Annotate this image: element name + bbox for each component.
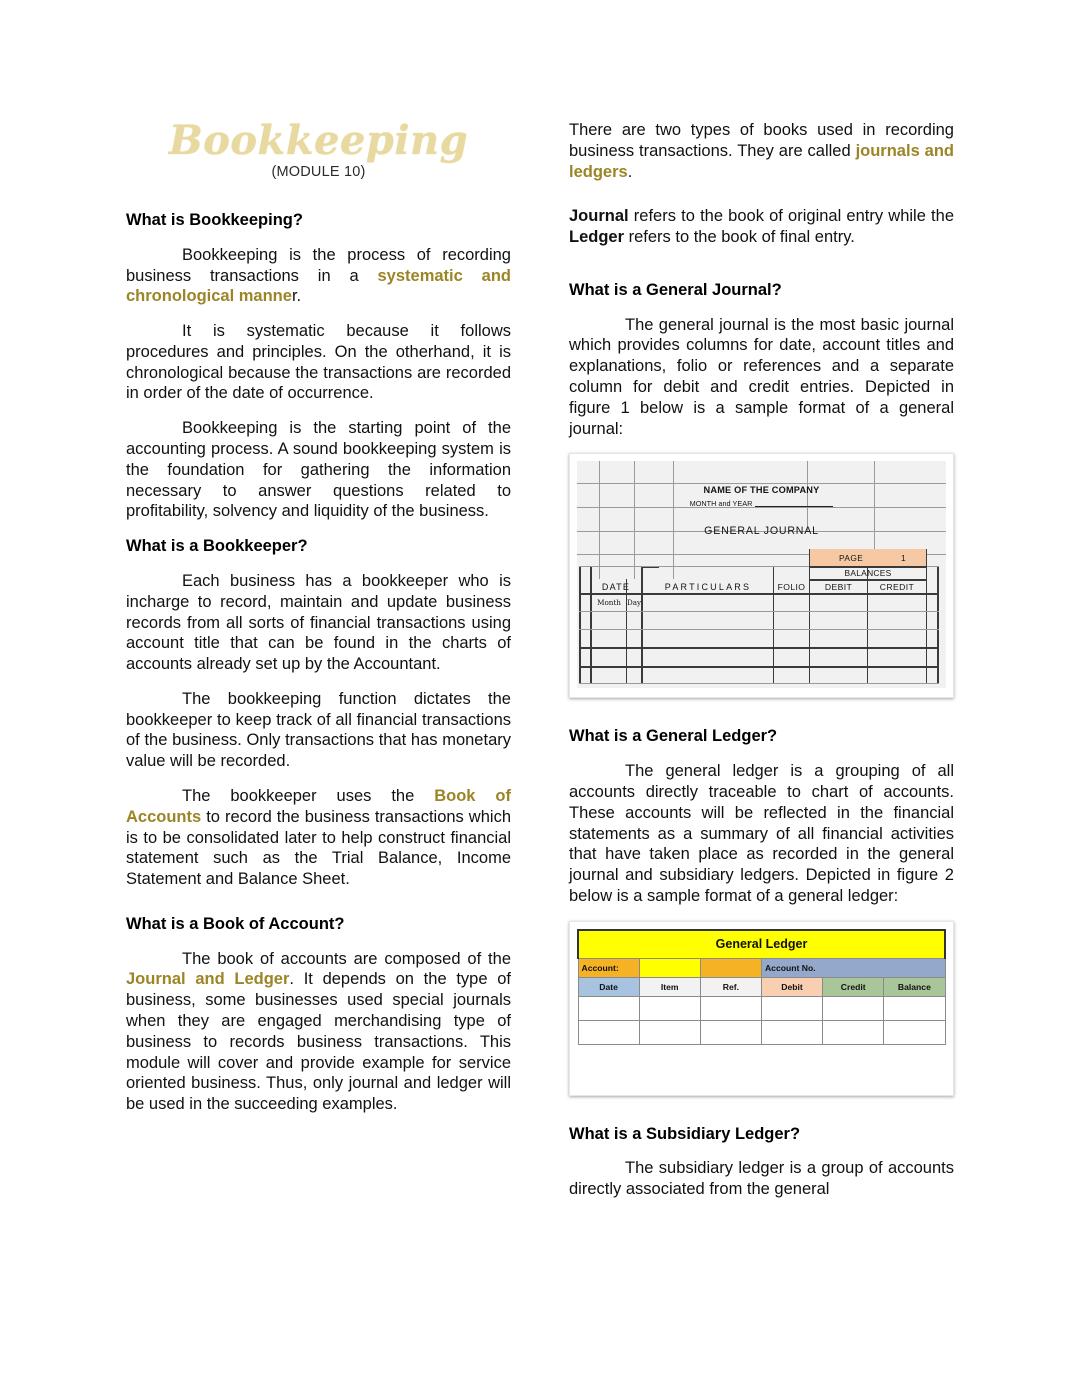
right-column xyxy=(569,120,954,1214)
paragraph-systematic-explanation: It is systematic because it follows procedures and principles. On the otherhand, it is chronological because the transactions are recorded in order of the date of occurrence. xyxy=(126,322,511,403)
column-header-credit: Credit xyxy=(823,977,884,996)
spacer xyxy=(126,904,511,914)
page-number: 1 xyxy=(901,553,906,564)
cell-balance xyxy=(884,996,945,1020)
cell-item xyxy=(639,1020,700,1044)
ledger-account-row xyxy=(578,958,945,977)
cell-credit xyxy=(823,996,884,1020)
account-value-cell xyxy=(639,958,700,977)
figure-general-ledger xyxy=(569,921,954,1096)
ledger-title-row xyxy=(578,930,945,959)
page-label: PAGE xyxy=(839,553,864,564)
highlight-book-of-accounts: Book of Accounts xyxy=(126,786,511,826)
cell-debit xyxy=(761,1020,822,1044)
module-subtitle: (MODULE 10) xyxy=(271,164,366,180)
cell-balance xyxy=(884,1020,945,1044)
spacer xyxy=(569,262,954,280)
cell-debit xyxy=(761,996,822,1020)
term-ledger: Ledger xyxy=(569,228,625,247)
page-banner xyxy=(809,549,926,566)
heading-what-is-a-subsidiary-ledger: What is a Subsidiary Ledger? xyxy=(569,1124,801,1143)
column-header-date: Date xyxy=(578,977,639,996)
text-segment: r. xyxy=(291,287,302,306)
ledger-header-row xyxy=(578,977,945,996)
column-header-credit: CREDIT xyxy=(879,582,915,593)
paragraph-general-journal-description: The general journal is the most basic journal which provides columns for date, account titles and explanations, folio or references and a separate column for debit and credit entries. Depicted in figure 1 below is a sample format of a general journal: xyxy=(569,315,954,438)
cell-ref xyxy=(700,996,761,1020)
text-segment: The bookkeeper uses the xyxy=(182,786,435,805)
heading-what-is-bookkeeping: What is Bookkeeping? xyxy=(126,211,303,229)
table-row xyxy=(578,1020,945,1044)
general-ledger-table xyxy=(577,929,946,1045)
subheader-day: Day xyxy=(627,598,642,608)
column-header-balance: Balance xyxy=(884,977,945,996)
column-header-debit: Debit xyxy=(761,977,822,996)
column-header-ref: Ref. xyxy=(700,977,761,996)
month-year-blank-rule xyxy=(755,506,833,507)
spacer xyxy=(569,1114,954,1124)
cell-date xyxy=(578,1020,639,1044)
general-journal-title: GENERAL JOURNAL xyxy=(704,525,819,538)
heading-what-is-a-general-journal: What is a General Journal? xyxy=(569,280,782,299)
account-ref-filler-cell xyxy=(700,958,761,977)
cell-item xyxy=(639,996,700,1020)
cell-ref xyxy=(700,1020,761,1044)
text-segment: There are two types of books used in recording business transactions. They are called xyxy=(569,121,954,160)
column-header-particulars: PARTICULARS xyxy=(664,582,752,593)
two-column-layout xyxy=(126,117,954,1214)
paragraph-bookkeeping-definition xyxy=(126,245,511,307)
company-name-label: NAME OF THE COMPANY xyxy=(703,485,820,496)
heading-what-is-a-bookkeeper: What is a Bookkeeper? xyxy=(126,537,308,556)
ledger-title: General Ledger xyxy=(578,930,945,959)
text-segment: refers to the book of original entry while the xyxy=(628,207,954,226)
paragraph-starting-point: Bookkeeping is the starting point of the accounting process. A sound bookkeeping system is the foundation for gathering the information necessary to answer questions related to profitability, solvency and liquidity of the business. xyxy=(126,419,511,521)
paragraph-bookkeeper-role: Each business has a bookkeeper who is incharge to record, maintain and update business records from all sorts of financial transactions using account title that can be found in the charts of accounts already set up by the Accountant. xyxy=(126,571,511,674)
general-journal-table xyxy=(577,461,946,688)
text-segment: . It depends on the type of business, some businesses used special journals when they are engaged merchandising type of business to records business transactions. This module will cover and provide example for service oriented business. Thus, only journal and ledger will be used in the succeeding examples. xyxy=(126,970,512,1114)
page-title: Bookkeeping xyxy=(168,117,469,164)
column-header-date: DATE xyxy=(601,582,631,593)
text-segment: . xyxy=(627,162,633,181)
month-year-label: MONTH and YEAR xyxy=(689,499,753,509)
column-header-item: Item xyxy=(639,977,700,996)
text-segment: Bookkeeping is the process of recording business transactions in a xyxy=(126,245,511,285)
spacer xyxy=(569,196,954,206)
paragraph-bookkeeping-function: The bookkeeping function dictates the bookkeeper to keep track of all financial transactions of the business. Only transactions that has monetary value will be recorded. xyxy=(126,689,511,771)
highlight-journal-and-ledger: Journal and Ledger xyxy=(126,970,290,989)
paragraph-journal-vs-ledger xyxy=(569,206,954,248)
table-row xyxy=(578,996,945,1020)
left-column xyxy=(126,117,512,1214)
account-label-cell: Account: xyxy=(578,958,639,977)
term-journal: Journal xyxy=(569,207,629,226)
highlight-systematic-chronological: systematic and chronological manne xyxy=(126,266,511,306)
column-header-balances: BALANCES xyxy=(844,568,892,579)
subheader-month: Month xyxy=(597,598,621,608)
month-year-row xyxy=(577,499,946,508)
account-no-cell: Account No. xyxy=(761,958,945,977)
spacer xyxy=(569,716,954,726)
paragraph-general-ledger-description: The general ledger is a grouping of all accounts directly traceable to chart of accounts. These accounts will be reflected in the financial statements as a summary of all financial activities that have taken place as recorded in the general journal and subsidiary ledgers. Depicted in figure 2 below is a sample format of a general ledger: xyxy=(569,762,954,905)
figure-general-journal xyxy=(569,453,954,698)
heading-what-is-a-book-of-account: What is a Book of Account? xyxy=(126,914,345,933)
paragraph-book-of-accounts xyxy=(126,786,511,890)
paragraph-two-types-of-books xyxy=(569,120,954,182)
paragraph-journal-and-ledger xyxy=(126,949,511,1115)
column-header-folio: FOLIO xyxy=(777,582,806,593)
text-segment: The book of accounts are composed of the xyxy=(182,949,511,968)
paragraph-subsidiary-ledger-description: The subsidiary ledger is a group of accounts directly associated from the general xyxy=(569,1159,954,1199)
heading-what-is-a-general-ledger: What is a General Ledger? xyxy=(569,727,778,746)
cell-date xyxy=(578,996,639,1020)
column-header-debit: DEBIT xyxy=(824,582,853,593)
cell-credit xyxy=(823,1020,884,1044)
highlight-journals-and-ledgers: journals and ledgers xyxy=(569,141,954,181)
text-segment: refers to the book of final entry. xyxy=(624,228,855,247)
text-segment: to record the business transactions which is to be consolidated later to help construct financial statement such as the Trial Balance, Income Statement and Balance Sheet. xyxy=(126,807,511,889)
